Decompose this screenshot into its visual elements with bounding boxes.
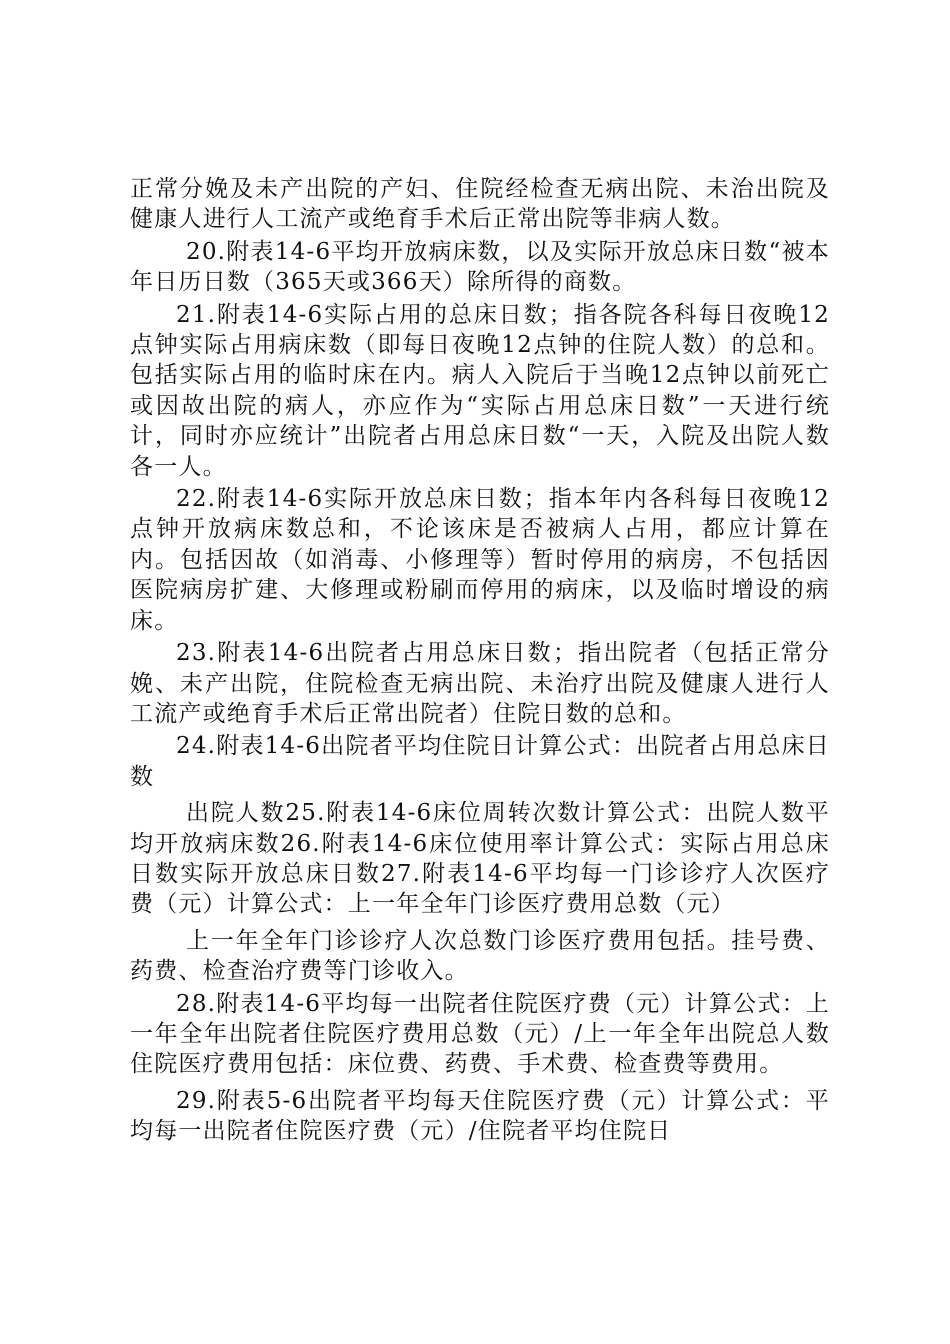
paragraph-continuation: 正常分娩及未产出院的产妇、住院经检查无病出院、未治出院及健康人进行人工流产或绝育手术后正常出院等非病人数。 [130,176,830,233]
paragraph-items-25-27: 出院人数25.附表14-6床位周转次数计算公式：出院人数平均开放病床数26.附表14-6床位使用率计算公式：实际占用总床日数实际开放总床日数27.附表14-6平均每一门诊诊疗人次医疗费（元）计算公式：上一年全年门诊医疗费用总数（元） [130,800,830,918]
paragraph-item-29: 29.附表5-6出院者平均每天住院医疗费（元）计算公式：平均每一出院者住院医疗费（元）/住院者平均住院日 [130,1087,830,1145]
paragraph-item-21: 21.附表14-6实际占用的总床日数；指各院各科每日夜晚12点钟实际占用病床数（即每日夜晚12点钟的住院人数）的总和。包括实际占用的临时床在内。病人入院后于当晚12点钟以前死亡或因故出院的病人，亦应作为“实际占用总床日数”一天进行统计，同时亦应统计”出院者占用总床日数“一天，入院及出院人数各一人。 [130,301,830,480]
paragraph-item-23: 23.附表14-6出院者占用总床日数；指出院者（包括正常分娩、未产出院，住院检查无病出院、未治疗出院及健康人进行人工流产或绝育手术后正常出院者）住院日数的总和。 [130,640,830,727]
paragraph-outpatient-fees: 上一年全年门诊诊疗人次总数门诊医疗费用包括。挂号费、药费、检查治疗费等门诊收入。 [130,927,830,985]
paragraph-item-22: 22.附表14-6实际开放总床日数；指本年内各科每日夜晚12点钟开放病床数总和，不论该床是否被病人占用，都应计算在内。包括因故（如消毒、小修理等）暂时停用的病房，不包括因医院病房扩建、大修理或粉刷而停用的病床，以及临时增设的病床。 [130,486,830,634]
paragraph-item-28: 28.附表14-6平均每一出院者住院医疗费（元）计算公式：上一年全年出院者住院医疗费用总数（元）/上一年全年出院总人数住院医疗费用包括：床位费、药费、手术费、检查费等费用。 [130,990,830,1078]
paragraph-item-20: 20.附表14-6平均开放病床数，以及实际开放总床日数“被本年日历日数（365天或366天）除所得的商数。 [130,238,830,296]
document-body [130,174,830,1147]
paragraph-item-24: 24.附表14-6出院者平均住院日计算公式：出院者占用总床日数 [130,733,830,790]
